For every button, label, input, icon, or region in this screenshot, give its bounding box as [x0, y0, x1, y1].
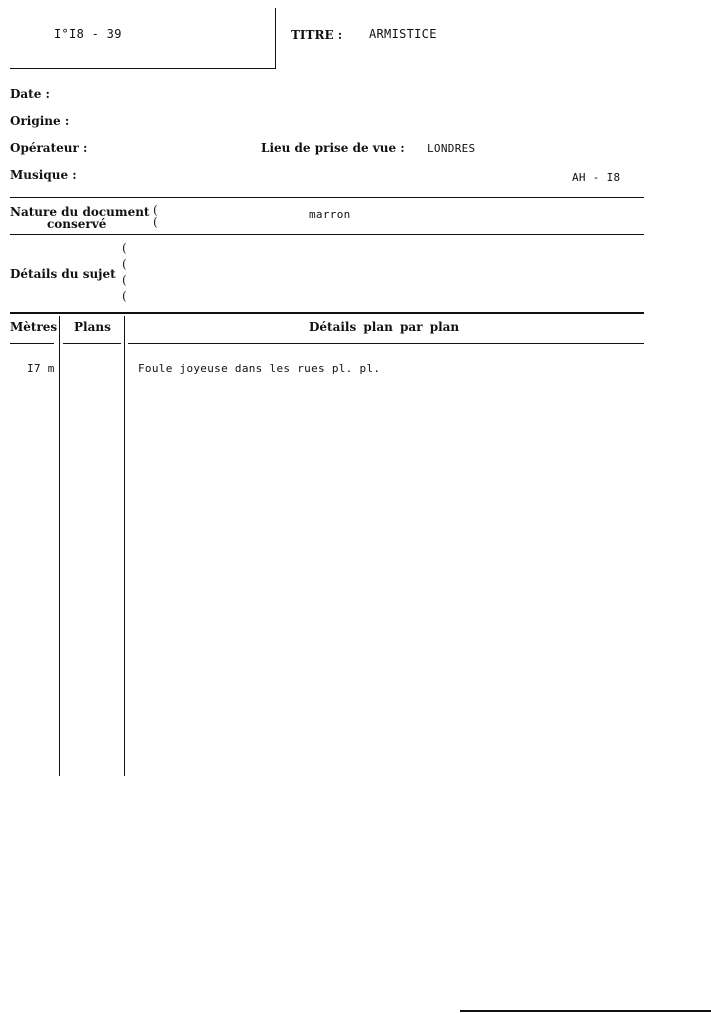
- header-divider-horizontal: [10, 68, 276, 69]
- row-details: Foule joyeuse dans les rues pl. pl.: [138, 362, 381, 375]
- reference-number: I°I8 - 39: [54, 27, 122, 41]
- table-header-rule-details: [128, 343, 644, 344]
- table-header-rule-plans: [63, 343, 121, 344]
- origine-label: Origine :: [10, 114, 70, 128]
- date-label: Date :: [10, 87, 50, 101]
- title-label: TITRE :: [291, 28, 343, 42]
- musique-label: Musique :: [10, 168, 77, 182]
- nature-top-rule: [10, 197, 644, 198]
- lieu-label: Lieu de prise de vue :: [261, 141, 405, 155]
- title-value: ARMISTICE: [369, 27, 437, 41]
- col-header-plans: Plans: [74, 320, 111, 334]
- header-divider-vertical: [275, 8, 276, 69]
- lieu-value: LONDRES: [427, 142, 476, 155]
- nature-brace: ( (: [153, 203, 158, 229]
- code-value: AH - I8: [572, 171, 621, 184]
- sujet-bottom-rule: [10, 312, 644, 314]
- row-metres: I7 m: [27, 362, 55, 375]
- sujet-label: Détails du sujet: [10, 267, 116, 281]
- column-separator-2: [124, 316, 125, 776]
- nature-bottom-rule: [10, 234, 644, 235]
- nature-value: marron: [309, 208, 351, 221]
- column-separator-1: [59, 316, 60, 776]
- operateur-label: Opérateur :: [10, 141, 88, 155]
- table-header-rule-metres: [10, 343, 54, 344]
- col-header-metres: Mètres: [10, 320, 58, 334]
- nature-label-line2: conservé: [47, 217, 107, 231]
- page-bottom-edge: [460, 1010, 711, 1012]
- sujet-brace: ( ( ( (: [122, 241, 127, 303]
- col-header-details: Détails plan par plan: [309, 320, 460, 334]
- nature-label-line1: Nature du document: [10, 205, 150, 219]
